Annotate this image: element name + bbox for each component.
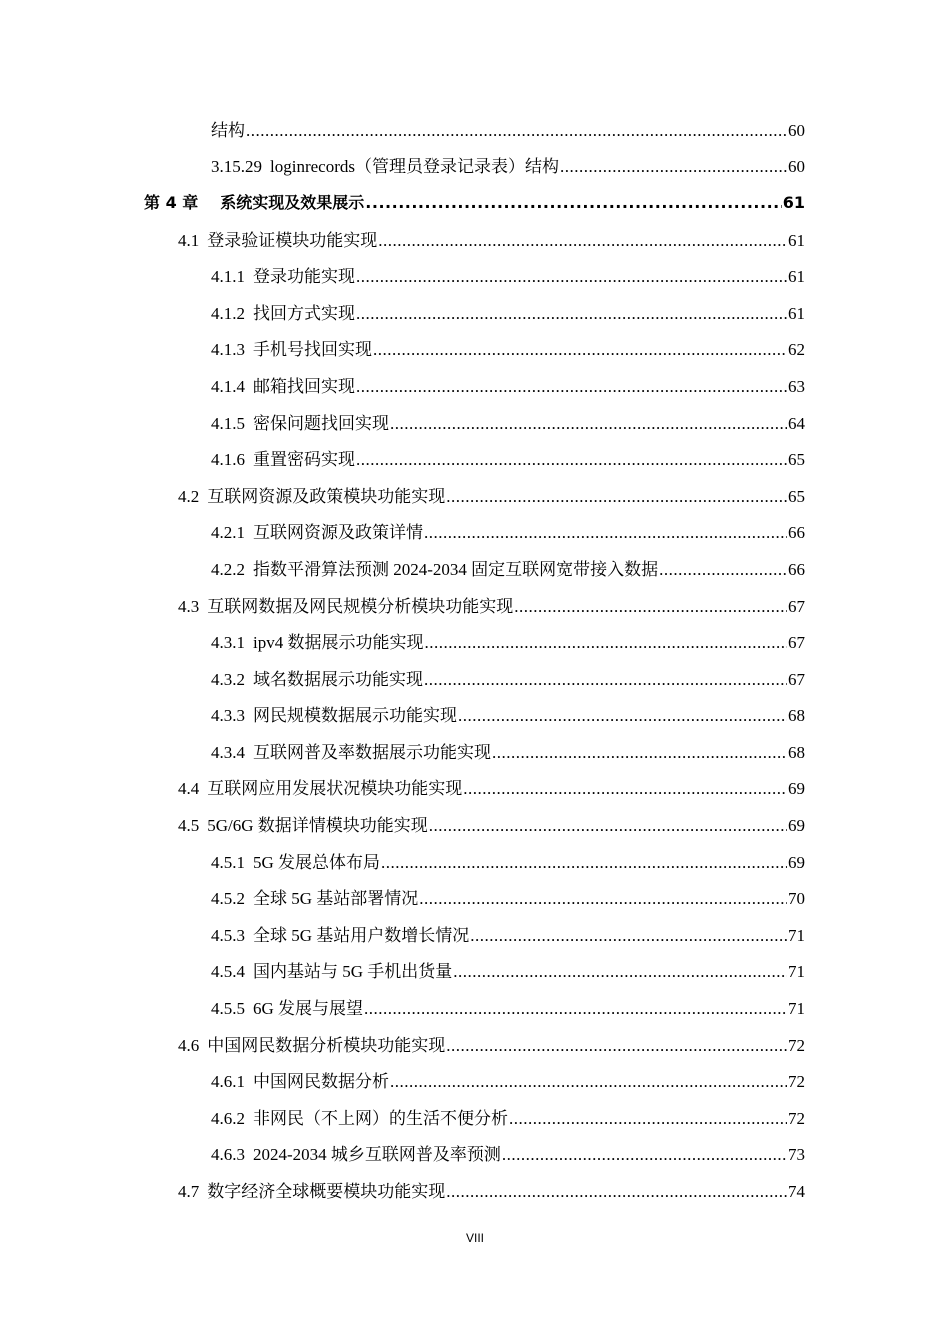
toc-entry-title: 6G 发展与展望: [253, 999, 364, 1019]
toc-dot-leader: [453, 962, 787, 982]
toc-dot-leader: [458, 706, 787, 726]
toc-entry-number: 4.3.2: [211, 669, 245, 689]
toc-entry-page-number: 69: [788, 779, 805, 799]
toc-entry-number: 4.5.1: [211, 852, 245, 872]
toc-entry-number: 4.5.4: [211, 962, 245, 982]
toc-entry-line: [211, 738, 950, 763]
toc-entry[interactable]: [0, 769, 950, 806]
toc-entry-page-number: 68: [788, 706, 805, 726]
toc-entry-title: 登录验证模块功能实现: [207, 230, 378, 250]
toc-dot-leader: [381, 853, 787, 873]
toc-entry-page-number: 65: [788, 450, 805, 470]
toc-entry-line: [211, 1067, 950, 1092]
toc-entry-line: [211, 555, 950, 580]
toc-entry-line: [211, 957, 950, 982]
toc-entry-number: 4.5.5: [211, 999, 245, 1019]
toc-entry-line: [211, 884, 950, 909]
toc-entry-line: [211, 152, 950, 177]
toc-entry-number: 4.3: [178, 596, 200, 616]
toc-entry-line: [178, 811, 950, 836]
toc-entry-number: 4.3.3: [211, 706, 245, 726]
toc-entry-title: 2024-2034 城乡互联网普及率预测: [253, 1145, 501, 1165]
table-of-contents: [0, 110, 950, 1208]
toc-entry-title: 结构: [211, 120, 245, 140]
toc-entry-line: [211, 299, 950, 324]
toc-entry[interactable]: [0, 110, 950, 147]
toc-entry-number: 4.6.3: [211, 1145, 245, 1165]
toc-dot-leader: [560, 157, 787, 177]
toc-entry[interactable]: [0, 256, 950, 293]
toc-entry-title: 指数平滑算法预测 2024-2034 固定互联网宽带接入数据: [253, 559, 659, 579]
toc-entry-line: [211, 262, 950, 287]
toc-dot-leader: [356, 450, 787, 470]
toc-entry-page-number: 67: [788, 596, 805, 616]
toc-entry-title: 重置密码实现: [253, 450, 355, 470]
toc-entry-title: 互联网资源及政策模块功能实现: [207, 486, 446, 506]
toc-entry-page-number: 61: [788, 303, 805, 323]
toc-entry-number: 4.1.6: [211, 450, 245, 470]
toc-entry-title: 网民规模数据展示功能实现: [253, 706, 457, 726]
toc-entry-page-number: 74: [788, 1182, 805, 1202]
toc-dot-leader: [502, 1145, 787, 1165]
toc-entry-title: 中国网民数据分析: [253, 1072, 389, 1092]
toc-entry-title: 域名数据展示功能实现: [253, 669, 423, 689]
toc-entry-page-number: 72: [788, 1072, 805, 1092]
toc-entry-line: [211, 848, 950, 873]
toc-entry-page-number: 67: [788, 669, 805, 689]
toc-entry-page-number: 71: [788, 962, 805, 982]
toc-entry-line: [211, 994, 950, 1019]
toc-entry-page-number: 67: [788, 633, 805, 653]
toc-dot-leader: [446, 487, 787, 507]
toc-entry[interactable]: [0, 878, 950, 915]
toc-entry[interactable]: [0, 732, 950, 769]
toc-entry-title: 密保问题找回实现: [253, 413, 389, 433]
toc-entry-number: 4.1.3: [211, 340, 245, 360]
toc-entry-number: 4.6.2: [211, 1108, 245, 1128]
toc-dot-leader: [429, 816, 787, 836]
toc-entry-title: 5G/6G 数据详情模块功能实现: [207, 816, 428, 836]
toc-chapter-entry[interactable]: [0, 183, 950, 220]
toc-entry[interactable]: [0, 988, 950, 1025]
toc-dot-leader: [356, 377, 787, 397]
toc-entry-line: [178, 1031, 950, 1056]
toc-entry[interactable]: [0, 439, 950, 476]
toc-entry-page-number: 71: [788, 925, 805, 945]
toc-entry-number: 4.5.2: [211, 889, 245, 909]
toc-dot-leader: [378, 231, 787, 251]
toc-entry[interactable]: [0, 476, 950, 513]
page-number-footer: VIII: [465, 1231, 484, 1245]
toc-dot-leader: [424, 670, 787, 690]
toc-entry-title: 全球 5G 基站用户数增长情况: [253, 925, 470, 945]
toc-entry-number: 4.6: [178, 1035, 200, 1055]
toc-entry-title: 互联网应用发展状况模块功能实现: [207, 779, 463, 799]
toc-entry[interactable]: [0, 805, 950, 842]
toc-entry-line: [211, 372, 950, 397]
toc-entry-number: 4.4: [178, 779, 200, 799]
toc-entry-line: [144, 190, 950, 213]
toc-entry-page-number: 66: [788, 523, 805, 543]
toc-entry-line: [211, 701, 950, 726]
toc-entry-line: [211, 1104, 950, 1129]
toc-entry-line: [211, 628, 950, 653]
toc-entry[interactable]: [0, 915, 950, 952]
toc-dot-leader: [659, 560, 787, 580]
toc-entry-page-number: 70: [788, 889, 805, 909]
toc-entry[interactable]: [0, 513, 950, 550]
toc-entry-page-number: 72: [788, 1108, 805, 1128]
toc-entry-number: 4.1.4: [211, 376, 245, 396]
toc-entry-number: 4.2: [178, 486, 200, 506]
toc-dot-leader: [364, 999, 787, 1019]
toc-entry[interactable]: [0, 366, 950, 403]
toc-dot-leader: [514, 597, 787, 617]
toc-entry-title: 中国网民数据分析模块功能实现: [207, 1035, 446, 1055]
toc-entry-line: [211, 335, 950, 360]
toc-entry-title: 手机号找回实现: [253, 340, 372, 360]
toc-entry-title: 登录功能实现: [253, 267, 355, 287]
toc-entry-line: [178, 1177, 950, 1202]
toc-entry-page-number: 61: [788, 267, 805, 287]
toc-entry-title: 找回方式实现: [253, 303, 355, 323]
toc-entry[interactable]: [0, 403, 950, 440]
toc-entry-number: 4.3.4: [211, 742, 245, 762]
toc-entry-page-number: 69: [788, 852, 805, 872]
toc-entry[interactable]: [0, 147, 950, 184]
toc-dot-leader: [390, 414, 787, 434]
toc-entry[interactable]: [0, 330, 950, 367]
toc-entry-title: 互联网数据及网民规模分析模块功能实现: [207, 596, 514, 616]
toc-entry-number: 4.7: [178, 1182, 200, 1202]
toc-dot-leader: [424, 523, 787, 543]
toc-entry-line: [211, 665, 950, 690]
toc-entry-number: 4.2.1: [211, 523, 245, 543]
toc-dot-leader: [246, 121, 787, 141]
toc-dot-leader: [390, 1072, 787, 1092]
toc-dot-leader: [492, 743, 787, 763]
toc-dot-leader: [463, 779, 787, 799]
toc-dot-leader: [470, 926, 787, 946]
toc-entry-title: 邮箱找回实现: [253, 376, 355, 396]
toc-entry-number: 4.1: [178, 230, 200, 250]
toc-entry-line: [211, 409, 950, 434]
toc-entry-number: 4.1.1: [211, 267, 245, 287]
toc-entry-number: 4.3.1: [211, 633, 245, 653]
toc-entry-number: 4.1.5: [211, 413, 245, 433]
toc-entry-line: [211, 518, 950, 543]
toc-entry-number: 4.1.2: [211, 303, 245, 323]
toc-entry[interactable]: [0, 1171, 950, 1208]
toc-dot-leader: [373, 340, 787, 360]
toc-entry-page-number: 65: [788, 486, 805, 506]
toc-entry-title: 系统实现及效果展示: [220, 192, 365, 212]
toc-entry-title: ipv4 数据展示功能实现: [253, 633, 424, 653]
toc-entry-title: 互联网资源及政策详情: [253, 523, 423, 543]
toc-entry-line: [211, 1140, 950, 1165]
toc-entry-page-number: 66: [788, 559, 805, 579]
toc-entry[interactable]: [0, 220, 950, 257]
toc-entry[interactable]: [0, 842, 950, 879]
toc-dot-leader: [509, 1109, 787, 1129]
toc-entry-line: [211, 921, 950, 946]
toc-entry[interactable]: [0, 293, 950, 330]
toc-entry-page-number: 64: [788, 413, 805, 433]
toc-dot-leader: [365, 193, 781, 212]
toc-entry-page-number: 72: [788, 1035, 805, 1055]
toc-entry-page-number: 60: [788, 120, 805, 140]
toc-entry-number: 4.2.2: [211, 559, 245, 579]
toc-entry-page-number: 60: [788, 157, 805, 177]
toc-entry-title: 数字经济全球概要模块功能实现: [207, 1182, 446, 1202]
toc-entry[interactable]: [0, 1025, 950, 1062]
toc-entry-page-number: 61: [782, 192, 805, 212]
toc-entry-page-number: 63: [788, 376, 805, 396]
toc-entry-page-number: 62: [788, 340, 805, 360]
toc-entry-line: [178, 482, 950, 507]
toc-entry-page-number: 69: [788, 816, 805, 836]
toc-entry-line: [211, 445, 950, 470]
toc-entry-title: 互联网普及率数据展示功能实现: [253, 742, 491, 762]
toc-entry-number: 第 4 章: [144, 192, 199, 212]
toc-dot-leader: [419, 889, 787, 909]
toc-entry-title: 全球 5G 基站部署情况: [253, 889, 419, 909]
toc-entry-line: [178, 774, 950, 799]
toc-entry-title: 非网民（不上网）的生活不便分析: [253, 1108, 508, 1128]
toc-entry[interactable]: [0, 1135, 950, 1172]
toc-entry[interactable]: [0, 1098, 950, 1135]
toc-entry[interactable]: [0, 1061, 950, 1098]
toc-dot-leader: [424, 633, 787, 653]
toc-entry-page-number: 68: [788, 742, 805, 762]
toc-entry[interactable]: [0, 952, 950, 989]
toc-entry-number: 4.6.1: [211, 1072, 245, 1092]
toc-entry-line: [211, 116, 950, 141]
toc-entry-number: 4.5: [178, 816, 200, 836]
toc-dot-leader: [446, 1036, 787, 1056]
toc-entry-number: 4.5.3: [211, 925, 245, 945]
toc-entry[interactable]: [0, 659, 950, 696]
toc-entry[interactable]: [0, 549, 950, 586]
toc-entry[interactable]: [0, 586, 950, 623]
toc-entry-number: 3.15.29: [211, 157, 262, 177]
toc-dot-leader: [356, 304, 787, 324]
toc-entry-title: 国内基站与 5G 手机出货量: [253, 962, 453, 982]
toc-entry-title: loginrecords（管理员登录记录表）结构: [270, 157, 559, 177]
toc-entry-title: 5G 发展总体布局: [253, 852, 381, 872]
toc-entry-page-number: 61: [788, 230, 805, 250]
toc-entry-page-number: 71: [788, 999, 805, 1019]
toc-entry-line: [178, 226, 950, 251]
toc-entry[interactable]: [0, 696, 950, 733]
toc-entry-page-number: 73: [788, 1145, 805, 1165]
toc-entry[interactable]: [0, 622, 950, 659]
toc-entry-line: [178, 592, 950, 617]
toc-dot-leader: [356, 267, 787, 287]
toc-dot-leader: [446, 1182, 787, 1202]
